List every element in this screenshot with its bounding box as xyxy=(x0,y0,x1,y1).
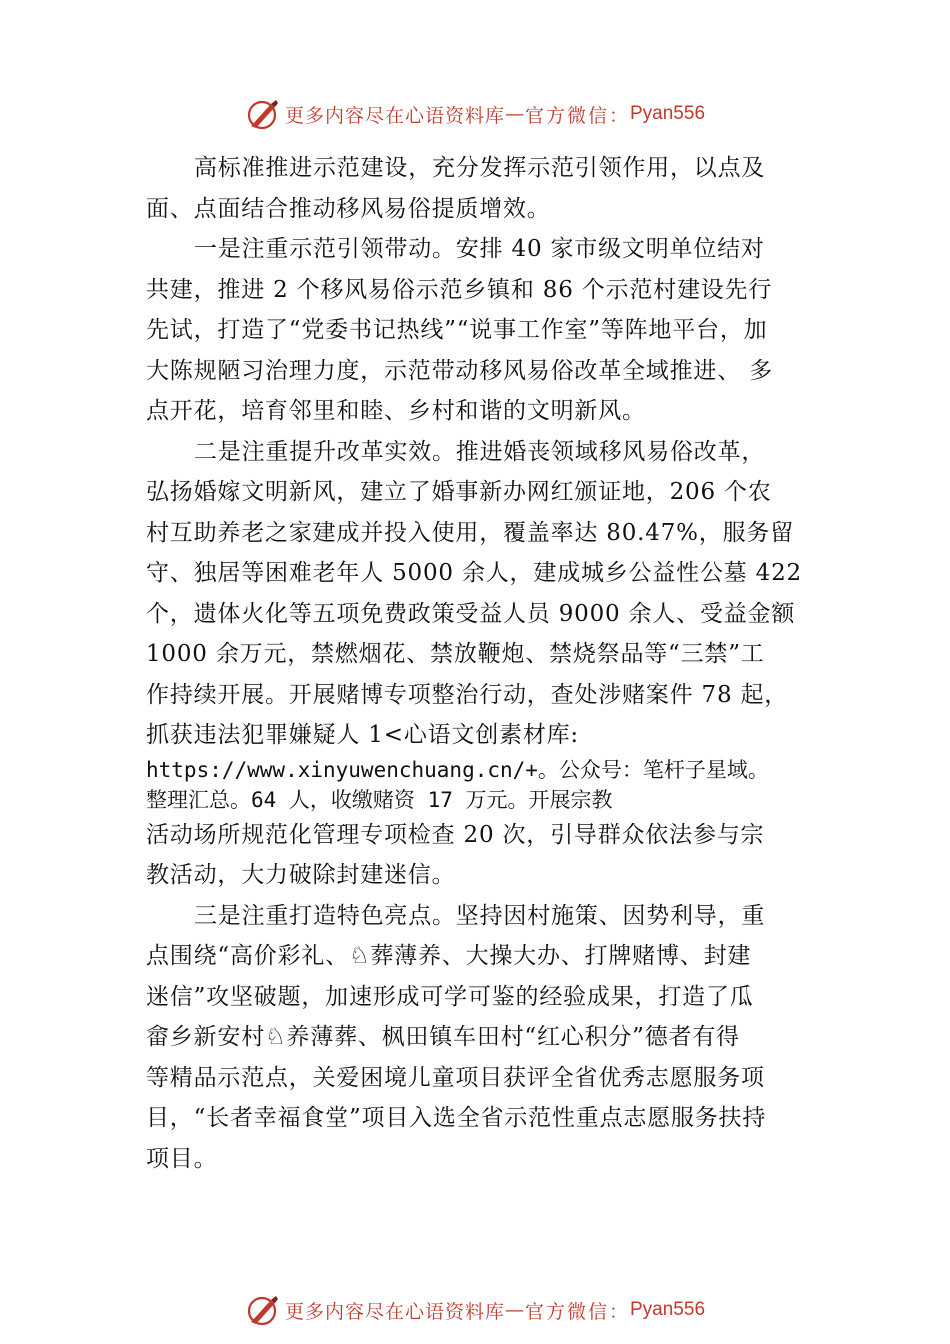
text-line: 二是注重提升改革实效。推进婚丧领域移风易俗改革， xyxy=(194,438,766,465)
text-line: 畲乡新安村♘养薄葬、枫田镇车田村“红心积分”德者有得 xyxy=(146,1024,740,1050)
footer-wechat-id: Pyan556 xyxy=(630,1299,706,1320)
footer-banner xyxy=(0,1290,950,1330)
text-line: 目，“长者幸福食堂”项目入选全省示范性重点志愿服务扶持 xyxy=(146,1105,767,1131)
pen-logo-icon xyxy=(245,1292,281,1328)
header-banner xyxy=(0,94,950,134)
text-line: 迷信”攻坚破题，加速形成可学可鉴的经验成果，打造了瓜 xyxy=(146,983,754,1010)
text-line: 抓获违法犯罪嫌疑人 1<心语文创素材库: xyxy=(146,722,579,748)
text-line: 整理汇总。64 人，收缴赌资 17 万元。开展宗教 xyxy=(146,787,613,812)
text-line: 面、点面结合推动移风易俗提质增效。 xyxy=(146,195,551,222)
text-line: 村互助养老之家建成并投入使用，覆盖率达 80.47%，服务留 xyxy=(146,519,795,546)
text-line: 先试，打造了“党委书记热线”“说事工作室”等阵地平台，加 xyxy=(146,317,768,343)
text-line: 1000 余万元，禁燃烟花、禁放鞭炮、禁烧祭品等“三禁”工 xyxy=(146,641,765,667)
pen-logo-icon xyxy=(245,96,281,132)
text-line: 等精品示范点，关爱困境儿童项目获评全省优秀志愿服务项 xyxy=(146,1064,765,1091)
text-line: 一是注重示范引领带动。安排 40 家市级文明单位结对 xyxy=(194,236,765,262)
header-wechat-id: Pyan556 xyxy=(630,103,706,124)
text-line: 共建，推进 2 个移风易俗示范乡镇和 86 个示范村建设先行 xyxy=(146,276,773,303)
text-line: 教活动，大力破除封建迷信。 xyxy=(146,862,456,888)
footer-dash: — xyxy=(504,1299,525,1321)
text-line: 活动场所规范化管理专项检查 20 次，引导群众依法参与宗 xyxy=(146,821,765,848)
text-line: 点开花，培育邻里和睦、乡村和谐的文明新风。 xyxy=(146,398,646,424)
text-line: 点围绕“高价彩礼、♘葬薄养、大操大办、打牌赌博、封建 xyxy=(146,943,752,969)
text-line: 守、独居等困难老年人 5000 余人，建成城乡公益性公墓 422 xyxy=(146,560,802,586)
text-line: 三是注重打造特色亮点。坚持因村施策、因势利导，重 xyxy=(194,902,766,929)
header-brand-text: 更多内容尽在心语资料库 xyxy=(284,104,505,127)
text-line: 弘扬婚嫁文明新风，建立了婚事新办网红颁证地，206 个农 xyxy=(146,479,772,505)
text-line: 作持续开展。开展赌博专项整治行动，查处涉赌案件 78 起， xyxy=(146,681,789,708)
footer-wechat-label: 官方微信： xyxy=(524,1300,630,1323)
document-body xyxy=(146,148,818,1179)
header-wechat-label: 官方微信： xyxy=(524,104,630,127)
text-line: 项目。 xyxy=(146,1145,218,1172)
text-line: 大陈规陋习治理力度，示范带动移风易俗改革全域推进、 多 xyxy=(146,357,773,384)
footer-brand-text: 更多内容尽在心语资料库 xyxy=(284,1300,505,1323)
url-line: https://www.xinyuwenchuang.cn/+。公众号：笔杆子星域。 xyxy=(146,757,769,782)
text-line: 高标准推进示范建设，充分发挥示范引领作用，以点及 xyxy=(194,155,766,181)
text-line: 个，遗体火化等五项免费政策受益人员 9000 余人、受益金额 xyxy=(146,600,796,627)
header-dash: — xyxy=(504,103,525,125)
